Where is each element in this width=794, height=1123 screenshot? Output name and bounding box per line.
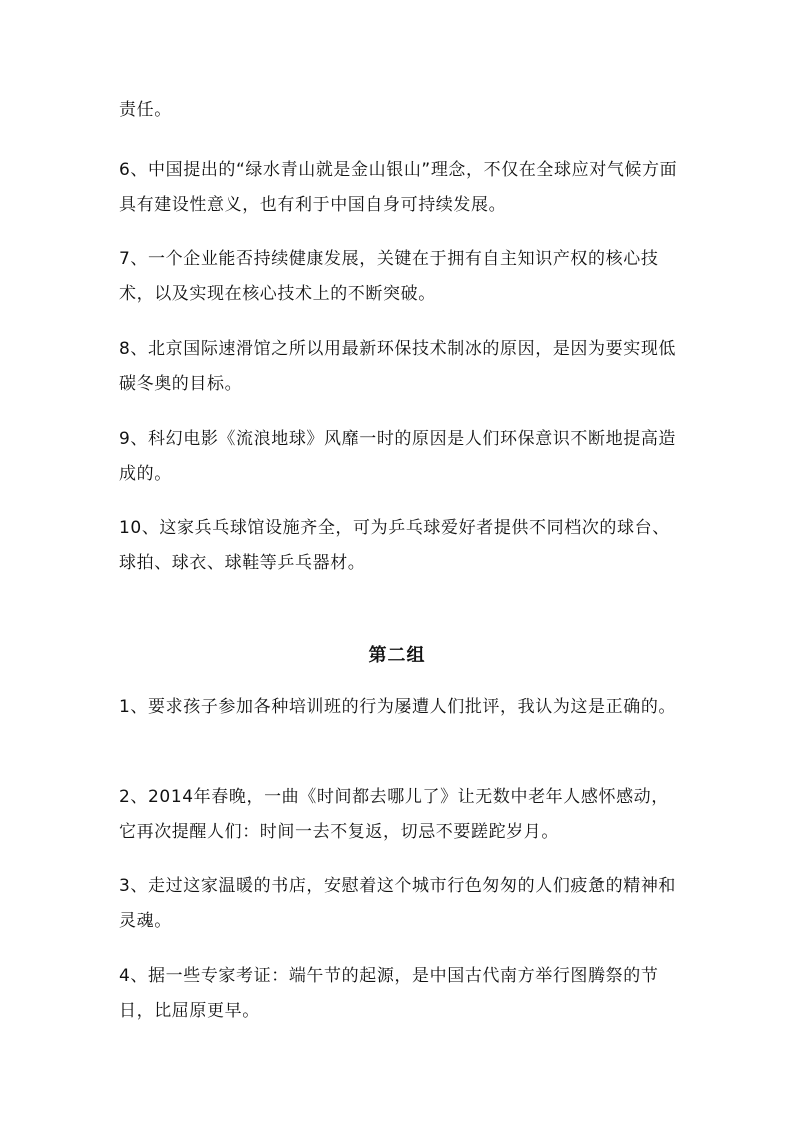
paragraph-item-7: 7、一个企业能否持续健康发展，关键在于拥有自主知识产权的核心技术，以及实现在核心技术上的不断突破。 — [119, 249, 659, 304]
paragraph-item-4: 4、据一些专家考证：端午节的起源，是中国古代南方举行图腾祭的节日，比屈原更早。 — [119, 966, 659, 1021]
paragraph-item-3: 3、走过这家温暖的书店，安慰着这个城市行色匆匆的人们疲惫的精神和灵魂。 — [119, 876, 677, 931]
paragraph-item-10: 10、这家兵乓球馆设施齐全，可为乒乓球爱好者提供不同档次的球台、球拍、球衣、球鞋等乒乓器材。 — [119, 518, 670, 573]
paragraph-item-8: 8、北京国际速滑馆之所以用最新环保技术制冰的原因，是因为要实现低碳冬奥的目标。 — [119, 339, 677, 394]
paragraph-item-2: 2、2014年春晚，一曲《时间都去哪儿了》让无数中老年人感怀感动，它再次提醒人们：时间一去不复返，切忌不要蹉跎岁月。 — [119, 787, 669, 842]
paragraph-item-1: 1、要求孩子参加各种培训班的行为屡遭人们批评，我认为这是正确的。 — [119, 697, 677, 717]
paragraph-item-9: 9、科幻电影《流浪地球》风靡一时的原因是人们环保意识不断地提高造成的。 — [119, 429, 677, 484]
paragraph-continuation: 责任。 — [119, 100, 172, 120]
paragraph-item-6: 6、中国提出的“绿水青山就是金山银山”理念，不仅在全球应对气候方面具有建设性意义，也有利于中国自身可持续发展。 — [119, 160, 678, 215]
section-heading: 第二组 — [368, 645, 426, 666]
